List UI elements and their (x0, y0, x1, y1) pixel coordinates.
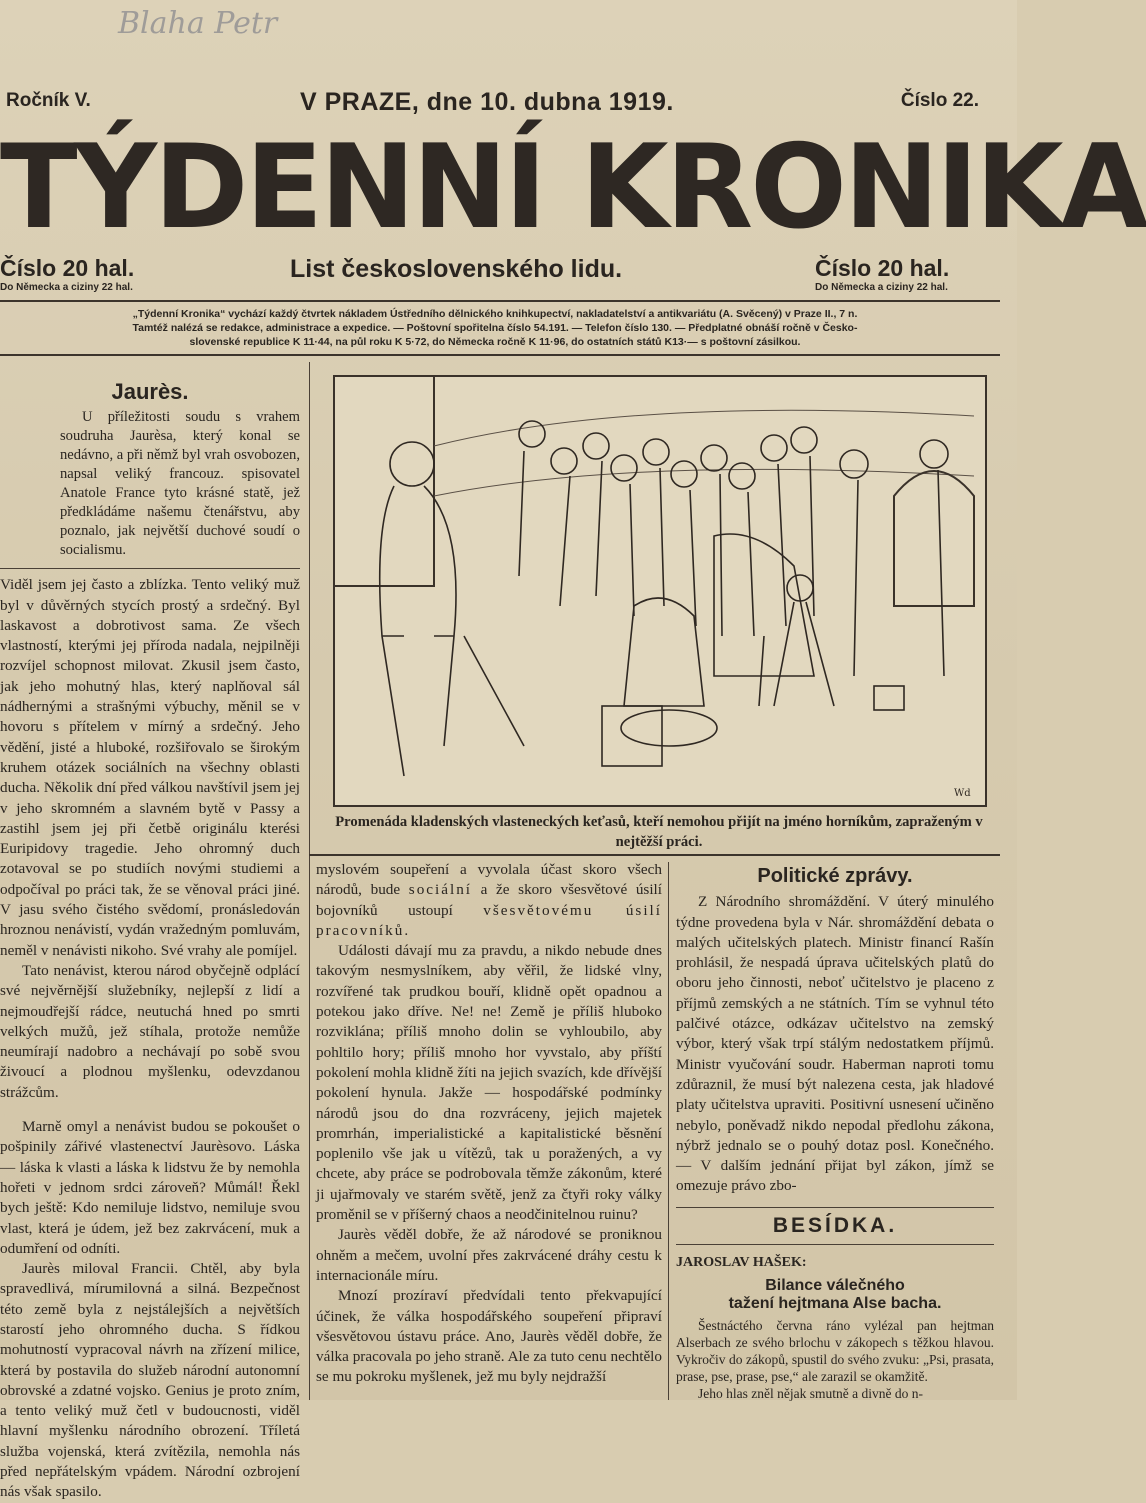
article-paragraph (316, 860, 662, 941)
article-middle (316, 860, 662, 1388)
illustration-caption: Promenáda kladenských vlasteneckých keťasů, kteří nemohou přijít na jméno horníkům, zapraženým v nejtěžší práci. (335, 814, 983, 850)
volume-label: Ročník V. (6, 90, 91, 111)
price-left (0, 255, 134, 293)
price-left-main: Číslo 20 hal. (0, 255, 135, 281)
text-run: myslovém soupeření a vyvolala účast skoro všech národů, bude (316, 861, 662, 899)
article-paragraph: Jaurès miloval Francii. Chtěl, aby byla spravedlivá, mírumilovná a silná. Bezpečnost této země byla z nejstálejších a největších starostí jeho ohromného ducha. S řídkou mohutností vypracoval návrh na zřízení milice, která by postavila do služeb národní autonomní obrovské a zdatné vojsko. Genius je proto zním, a tento veliký muž četl v budoucnosti, viděl hlavní myšlenku národního obrození. Tříletá služba vojenská, která zvítězila, nemohla nás před nepřátelským vpádem. Národní ozbrojení nás však spasilo. (0, 1260, 300, 1501)
story-paragraph: Jeho hlas zněl nějak smutně a divně do n- (698, 1386, 923, 1402)
spaced-text: všesvětovému úsilí pracovníků. (316, 901, 662, 939)
politics-paragraph: Z Národního shromáždění. V úterý minulého týdne provedena byla v Nár. shromáždění debata o malých učitelských platech. Ministr financí Rašín prohlásil, že nespadá úprava učitelských platů do oboru jeho činnosti, neboť učitelstvo je placeno z příjmů zemských a ne státních. Tím se vyhnul této palčivé otázce, odkázav učitelstvo na zemský výbor, který však trpí stálým nedostatkem příjmů. Ministr vyučování soudr. Haberman naproti tomu zdůraznil, že musí být nalezena cesta, jak hladové platy učitelstva upraviti. Positivní usnesení učiněno nebylo, poněvadž nikdo nepodal předlohu zákona, nýbrž jednalo se o pouhý dotaz posl. Konečného. — V dalším jednání přijat byl zákon, jímž se omezuje právo zbo- (676, 893, 994, 1195)
intro-divider (0, 568, 300, 569)
issue-number: Číslo 22. (900, 90, 979, 111)
article-intro: U příležitosti soudu s vrahem soudruha Jaurèsa, který konal se nedávno, a při němž byl vrah osvobozen, napsal veliký francouz. spisovatel Anatole France tyto krásné statě, jež předkládáme našemu čtenářstvu, aby poznalo, jak největší duchové soudí o socialismu. (60, 409, 300, 559)
politics-section (676, 866, 994, 1402)
header-rule-bottom (0, 354, 1000, 356)
article-jaures (0, 379, 300, 1503)
paper-subtitle: List československého lidu. (290, 255, 623, 283)
story-paragraph: Šestnáctého června ráno vylézal pan hejtman Alserbach ze svého brlochu v zákopech s těžkou hlavou. Vykročiv do zákopů, spustil do svého zvuku: „Psi, prasata, prase, pse, prase, pse,“ ale zarazil se okamžitě. (676, 1318, 994, 1385)
caption-rule (309, 854, 1000, 856)
imprint-line-2: Tamtéž nalézá se redakce, administrace a expedice. — Poštovní spořitelna číslo 54.191. — Telefon číslo 130. — Předplatné obnáší ročně v Česko- (132, 322, 858, 334)
artist-monogram: Wd (954, 788, 971, 799)
besidka-title: BESÍDKA. (772, 1213, 898, 1237)
article-title: Jaurès. (111, 379, 189, 404)
imprint-line-3: slovenské republice K 11·44, na půl roku K 5·72, do Německa ročně K 11·96, do ostatních států K13·— s poštovní zásilkou. (189, 336, 801, 348)
article-paragraph: Mnozí prozíraví předvídali tento překvapující účinek, že válka hospodářského soupeření připraví všesvětovou ústavu práce. Ano, Jaurès věděl dobře, že válka pracovala po jeho straně. Ale za tuto cenu nechtělo se mu pokroku myšlenek, jež mu byly nejdražší (316, 1287, 662, 1386)
article-paragraph: Tato nenávist, kterou národ obyčejně odplácí své nejvěrnější služebníky, nejlepší z lidí a nejmoudřejší rádce, neutuchá hned po smrti velkých mužů, jež stíhala, protože nemůže neumírají nadobro a nechávají po sobě svou živoucí a plodnou myšlenku, odevzdanou strážcům. (0, 961, 300, 1101)
dateline: V PRAZE, dne 10. dubna 1919. (300, 88, 674, 116)
cartoon-illustration (334, 376, 986, 806)
imprint-line-1: „Týdenní Kronika“ vychází každý čtvrtek nákladem Ústředního dělnického knihkupectví, nakladatelství a antikvariátu (A. Svěcený) v Praze II., 7 n. (132, 308, 858, 320)
section-divider (676, 1207, 994, 1208)
text-run: a že skoro všesvětové úsilí bojovníků ustoupí (316, 881, 662, 919)
header-rule-top (0, 300, 1000, 302)
article-paragraph: Jaurès věděl dobře, že až národové se proniknou ohněm a mečem, uvolní přes zakrvácené dráhy cestu k internacionále míru. (316, 1226, 662, 1284)
price-right-foreign: Do Německa a ciziny 22 hal. (815, 282, 948, 293)
section-divider (676, 1244, 994, 1245)
spaced-text: sociální (408, 881, 473, 899)
story-author: JAROSLAV HAŠEK: (676, 1255, 807, 1271)
story-title-line-1: Bilance válečného (765, 1277, 905, 1295)
price-right-main: Číslo 20 hal. (815, 255, 950, 281)
price-left-foreign: Do Německa a ciziny 22 hal. (0, 282, 133, 293)
column-divider (309, 362, 310, 1400)
handwritten-signature: Blaha Petr (118, 6, 278, 41)
price-right (815, 255, 949, 293)
politics-title: Politické zprávy. (757, 865, 913, 887)
masthead-title: TÝDENNÍ KRONIKA (0, 120, 1146, 255)
article-paragraph: Viděl jsem jej často a zblízka. Tento veliký muž byl v důvěrných stycích prostý a srdečný. Byl laskavost a dobrotivost sama. Ze všech vlastností, kterými jej příroda nadala, nejpilněji rozvíjel schopnost milovat. Zkusil jsem často, jak jeho mohutný hlas, který naplňoval sál nádhernými a strašnými výbuchy, měnil se v hovoru s přítelem v mírný a srdečný. Jeho vědění, jisté a hluboké, rozšiřovalo se širokým kruhem otázek sociálních na všechny oblasti ducha. Několik dní před válkou navštívil jsem jej v jeho skromném a slavném bytě v Passy a zastihl jsem jej při četbě originálu kterési Euripidovy tragedie. Jeho ohromný duch zotavoval se po studiích novými studiemi a odpočíval po práci tak, že se věnoval práci jiné. V jasu svého čistého svědomí, pronásledován hroznou nenávistí, vydán vražedným pomluvám, neměl v nenávisti nikoho. Své vrahy ale pomíjel. (0, 576, 300, 959)
story-title-line-2: tažení hejtmana Alse bacha. (728, 1295, 942, 1313)
article-paragraph: Marně omyl a nenávist budou se pokoušet o pošpinily zářivé vlastenectví Jaurèsovo. Láska — láska k vlasti a láska k lidstvu že by nemohla hořeti v jednom srdci zároveň? Můmál! Řekl bych ještě: Kdo nemiluje lidstvo, nemiluje svou vlast, která je údem, jež bez zakrvácení, muk a odumření od odníti. (0, 1118, 300, 1257)
column-divider (668, 862, 669, 1400)
header-topline (0, 88, 1017, 118)
imprint-block (0, 307, 990, 349)
article-paragraph: Události dávají mu za pravdu, a nikdo nebude dnes takovým nesmyslníkem, aby věřil, že lidské vlny, rozvířené tak prudkou bouří, klidně opět opadnou a potekou jako dříve. Ne! ne! Země je příliš hluboko rozviklána; příliš mnoho dolin se vyhloubilo, aby pohltilo hory; příliš mnoho hor vyvstalo, aby příští pokolení mohla klidně žíti na jejich svazích, kde dřívější pokolení hynula. Jakže — hospodářské podmínky národů jsou do dna rozvráceny, jejich majetek promrhán, imperialistické a kapitalistické běsnění poplenilo vše jak u vítězů, tak u poražených, a vy chcete, aby práce se podrobovala těmže zákonům, které ji ujařmovaly ve starém světě, jenž za čtyři roky války proměnil se v příšerný chaos a neodčinitelnou ruinu? (316, 942, 662, 1224)
